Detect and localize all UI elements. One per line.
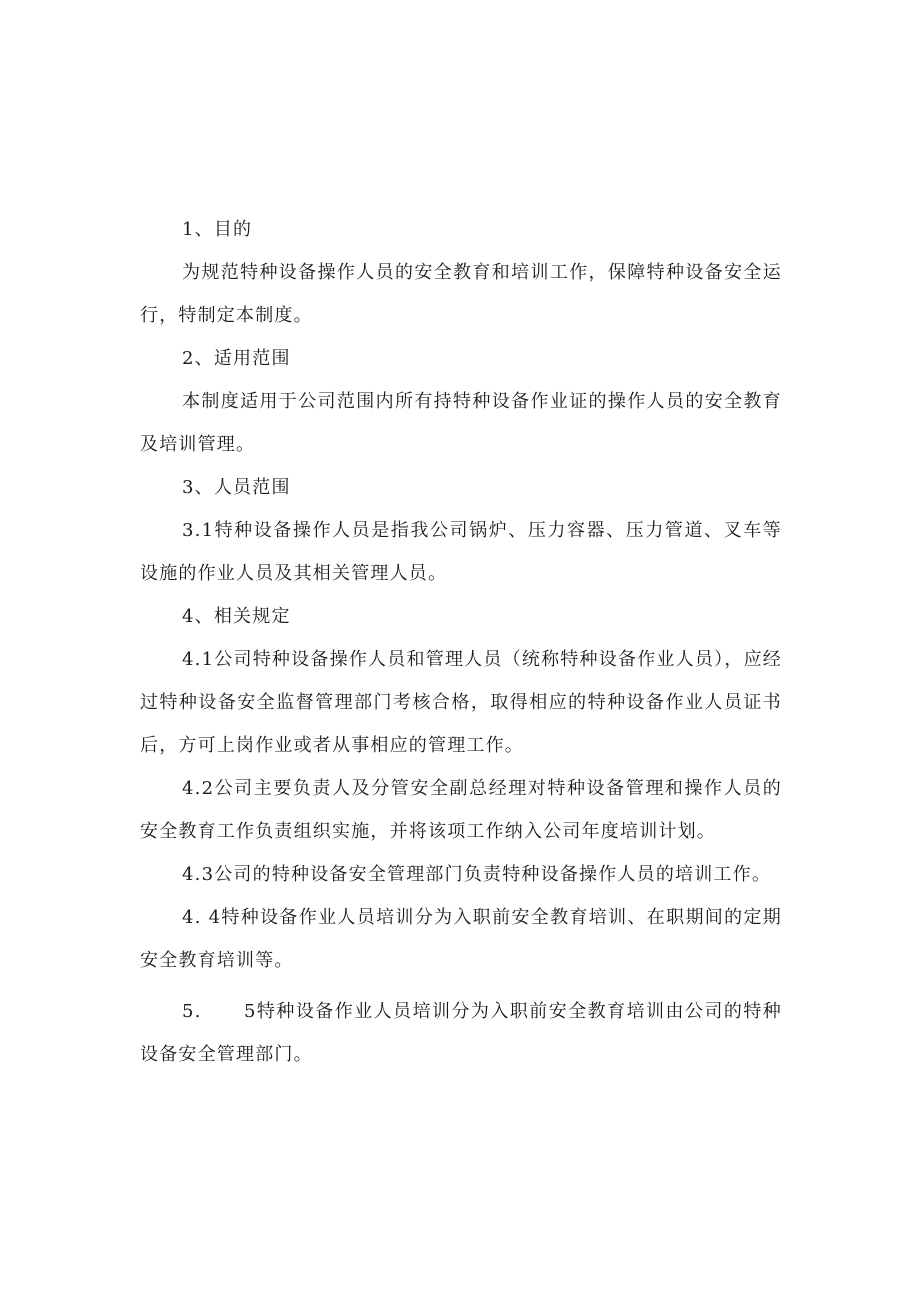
section-3-heading: 3、人员范围	[182, 477, 291, 498]
section-2-paragraph: 本制度适用于公司范围内所有持特种设备作业证的操作人员的安全教育及培训管理。	[140, 391, 782, 455]
clause-3-1: 3.1特种设备操作人员是指我公司锅炉、压力容器、压力管道、叉车等设施的作业人员及其相关管理人员。	[140, 520, 782, 584]
clause-4-3: 4.3公司的特种设备安全管理部门负责特种设备操作人员的培训工作。	[182, 864, 772, 885]
section-2-heading: 2、适用范围	[182, 348, 291, 369]
clause-4-1: 4.1公司特种设备操作人员和管理人员（统称特种设备作业人员），应经过特种设备安全监督管理部门考核合格，取得相应的特种设备作业人员证书后，方可上岗作业或者从事相应的管理工作。	[140, 649, 782, 756]
section-1-paragraph: 为规范特种设备操作人员的安全教育和培训工作，保障特种设备安全运行，特制定本制度。	[140, 262, 782, 326]
section-4-heading: 4、相关规定	[182, 606, 291, 627]
clause-5-text: 5特种设备作业人员培训分为入职前安全教育培训由公司的特种设备安全管理部门。	[140, 1001, 782, 1065]
clause-5	[140, 990, 782, 1076]
section-1-heading: 1、目的	[182, 219, 253, 240]
clause-5-number: 5.	[182, 1001, 202, 1022]
clause-4-2: 4.2公司主要负责人及分管安全副总经理对特种设备管理和操作人员的安全教育工作负责组织实施，并将该项工作纳入公司年度培训计划。	[140, 778, 782, 842]
clause-4-4: 4. 4特种设备作业人员培训分为入职前安全教育培训、在职期间的定期安全教育培训等。	[140, 907, 782, 971]
document-body	[140, 208, 782, 1076]
